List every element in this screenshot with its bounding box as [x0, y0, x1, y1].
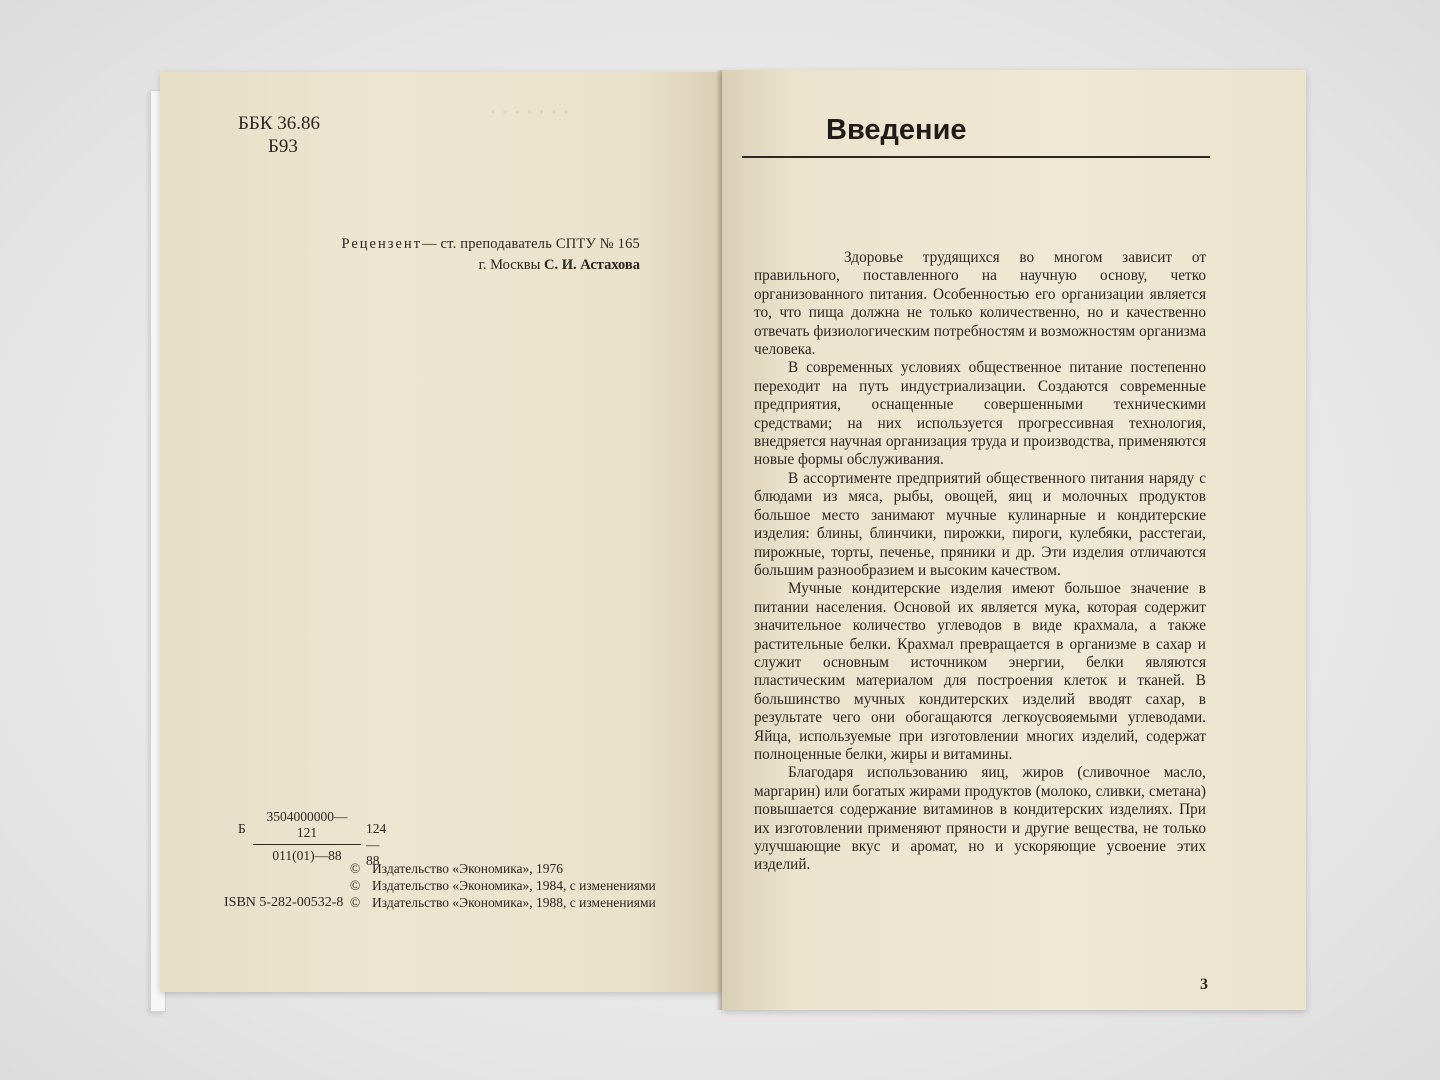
copyright-line — [350, 860, 656, 877]
right-page — [722, 70, 1306, 1010]
bbk-block — [238, 112, 320, 158]
reviewer-city: г. Москвы — [478, 257, 541, 273]
copyright-line — [350, 894, 656, 911]
left-page — [160, 72, 722, 992]
paragraph: Здоровье трудящихся во многом зависит от правильного, поставленного на научную основу, четко организованного питания. Особенностью его организации является то, что пища должна не только количественно, но и качественно отвечать физиологическим потребностям и возможностям организма человека. — [754, 249, 1206, 359]
author-mark: Б93 — [268, 136, 298, 157]
bbk-code: ББК 36.86 — [238, 113, 320, 134]
copyright-list — [350, 860, 656, 911]
copyright-symbol: © — [350, 895, 361, 910]
page-number: 3 — [1200, 976, 1208, 993]
copyright-text: Издательство «Экономика», 1984, с изменениями — [372, 878, 656, 893]
reviewer-name: С. И. Астахова — [543, 257, 640, 273]
reviewer-role: — ст. преподаватель СПТУ № 165 — [422, 236, 640, 252]
heading-rule — [742, 156, 1210, 158]
chapter-heading: Введение — [826, 114, 967, 146]
reviewer-block — [310, 234, 640, 276]
copyright-symbol: © — [350, 861, 361, 876]
bib-code-denominator: 011(01)—88 — [272, 848, 342, 863]
copyright-line — [350, 877, 656, 894]
copyright-text: Издательство «Экономика», 1976 — [372, 861, 564, 876]
reviewer-lead: Рецензент — [341, 236, 423, 252]
bib-code-letter: Б — [238, 821, 246, 836]
open-book — [150, 60, 1312, 1020]
paragraph: Мучные кондитерские изделия имеют большое значение в питании населения. Основой их является мука, которая содержит значительное количество углеводов в виде крахмала, а также растительные белки. Крахмал превращается в организме в сахар и служит основным источником энергии, белки являются пластическим материалом для построения клеток и тканей. В большинство мучных кондитерских изделий вводят сахар, в результате чего они обогащаются легкоусвояемыми углеводами. Яйца, используемые при изготовлении многих изделий, содержат полноценные белки, жиры и витамины. — [754, 580, 1206, 763]
paragraph: Благодаря использованию яиц, жиров (сливочное масло, маргарин) или богатых жирами продуктов (молоко, сливки, сметана) повышается содержание витаминов в кондитерских изделиях. При их изготовлении применяют пряности и другие вещества, не только улучшающие вкус и аромат, но и ускоряющие усвоение этих изделий. — [754, 764, 1206, 874]
bib-code-fraction — [253, 809, 361, 864]
show-through-text: · · · · · · · — [490, 102, 570, 124]
body-text — [754, 249, 1206, 875]
bib-code-numerator: 3504000000—121 — [253, 809, 361, 845]
copyright-symbol: © — [350, 878, 361, 893]
bib-code-suffix: 124—88 — [366, 821, 387, 868]
paragraph: В современных условиях общественное питание постепенно переходит на путь индустриализации. Создаются современные предприятия, оснащенные совершенными техническими средствами; на них используется прогрессивная технология, внедряется научная организация труда и производства, применяются новые формы обслуживания. — [754, 359, 1206, 469]
paragraph: В ассортименте предприятий общественного питания наряду с блюдами из мяса, рыбы, овощей, яиц и молочных продуктов большое место занимают мучные кулинарные и кондитерские изделия: блины, блинчики, пирожки, пироги, кулебяки, расстегаи, пирожные, торты, печенье, пряники и др. Эти изделия отличаются большим разнообразием и высоким качеством. — [754, 469, 1206, 579]
isbn: ISBN 5-282-00532-8 — [224, 895, 344, 910]
copyright-text: Издательство «Экономика», 1988, с изменениями — [372, 895, 656, 910]
